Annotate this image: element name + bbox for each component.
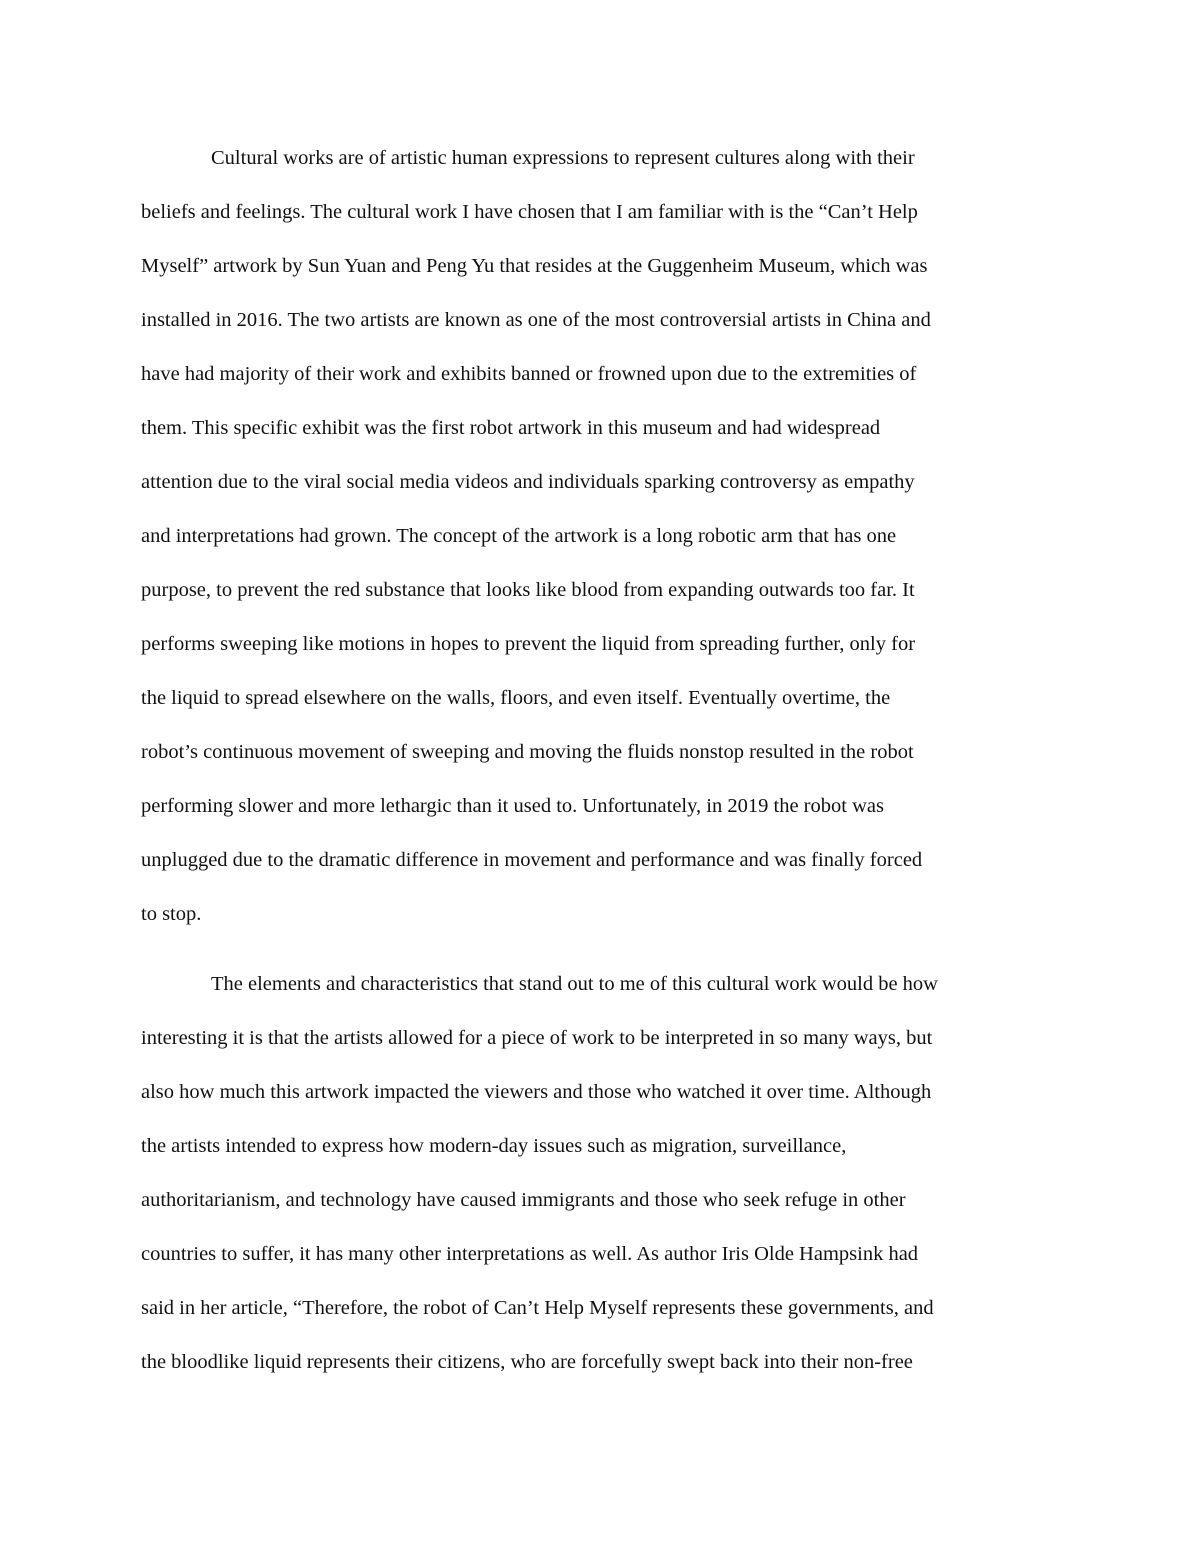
paragraph-line: Myself” artwork by Sun Yuan and Peng Yu that resides at the Guggenheim Museum, which was bbox=[141, 255, 928, 277]
paragraph-line: also how much this artwork impacted the viewers and those who watched it over time. Although bbox=[141, 1081, 932, 1103]
paragraph-line: Cultural works are of artistic human expressions to represent cultures along with their bbox=[211, 147, 915, 169]
paragraph-line: said in her article, “Therefore, the robot of Can’t Help Myself represents these governments, and bbox=[141, 1297, 934, 1319]
paragraph-line: them. This specific exhibit was the first robot artwork in this museum and had widespread bbox=[141, 417, 881, 439]
paragraph-line: unplugged due to the dramatic difference in movement and performance and was finally forced bbox=[141, 849, 923, 871]
paragraph-line: performs sweeping like motions in hopes to prevent the liquid from spreading further, only for bbox=[141, 633, 916, 655]
paragraph-line: beliefs and feelings. The cultural work I have chosen that I am familiar with is the “Can’t Help bbox=[141, 201, 918, 223]
paragraph-line: interesting it is that the artists allowed for a piece of work to be interpreted in so many ways, but bbox=[141, 1027, 933, 1049]
paragraph-line: performing slower and more lethargic than it used to. Unfortunately, in 2019 the robot was bbox=[141, 795, 884, 817]
paragraph-line: installed in 2016. The two artists are known as one of the most controversial artists in China and bbox=[141, 309, 931, 331]
paragraph-line: countries to suffer, it has many other interpretations as well. As author Iris Olde Hampsink had bbox=[141, 1243, 919, 1265]
paragraph-line: the liquid to spread elsewhere on the walls, floors, and even itself. Eventually overtime, the bbox=[141, 687, 891, 709]
paragraph-line: to stop. bbox=[141, 903, 202, 925]
paragraph-line: attention due to the viral social media videos and individuals sparking controversy as empathy bbox=[141, 471, 915, 493]
paragraph-line: have had majority of their work and exhibits banned or frowned upon due to the extremities of bbox=[141, 363, 917, 385]
paragraph-line: authoritarianism, and technology have caused immigrants and those who seek refuge in other bbox=[141, 1189, 906, 1211]
paragraph-line: the artists intended to express how modern-day issues such as migration, surveillance, bbox=[141, 1135, 847, 1157]
paragraph-line: the bloodlike liquid represents their citizens, who are forcefully swept back into their non-free bbox=[141, 1351, 913, 1373]
paragraph-line: purpose, to prevent the red substance that looks like blood from expanding outwards too far. It bbox=[141, 579, 915, 601]
paragraph-line: The elements and characteristics that stand out to me of this cultural work would be how bbox=[211, 973, 938, 995]
paragraph-line: robot’s continuous movement of sweeping and moving the fluids nonstop resulted in the robot bbox=[141, 741, 914, 763]
paragraph-line: and interpretations had grown. The concept of the artwork is a long robotic arm that has one bbox=[141, 525, 897, 547]
